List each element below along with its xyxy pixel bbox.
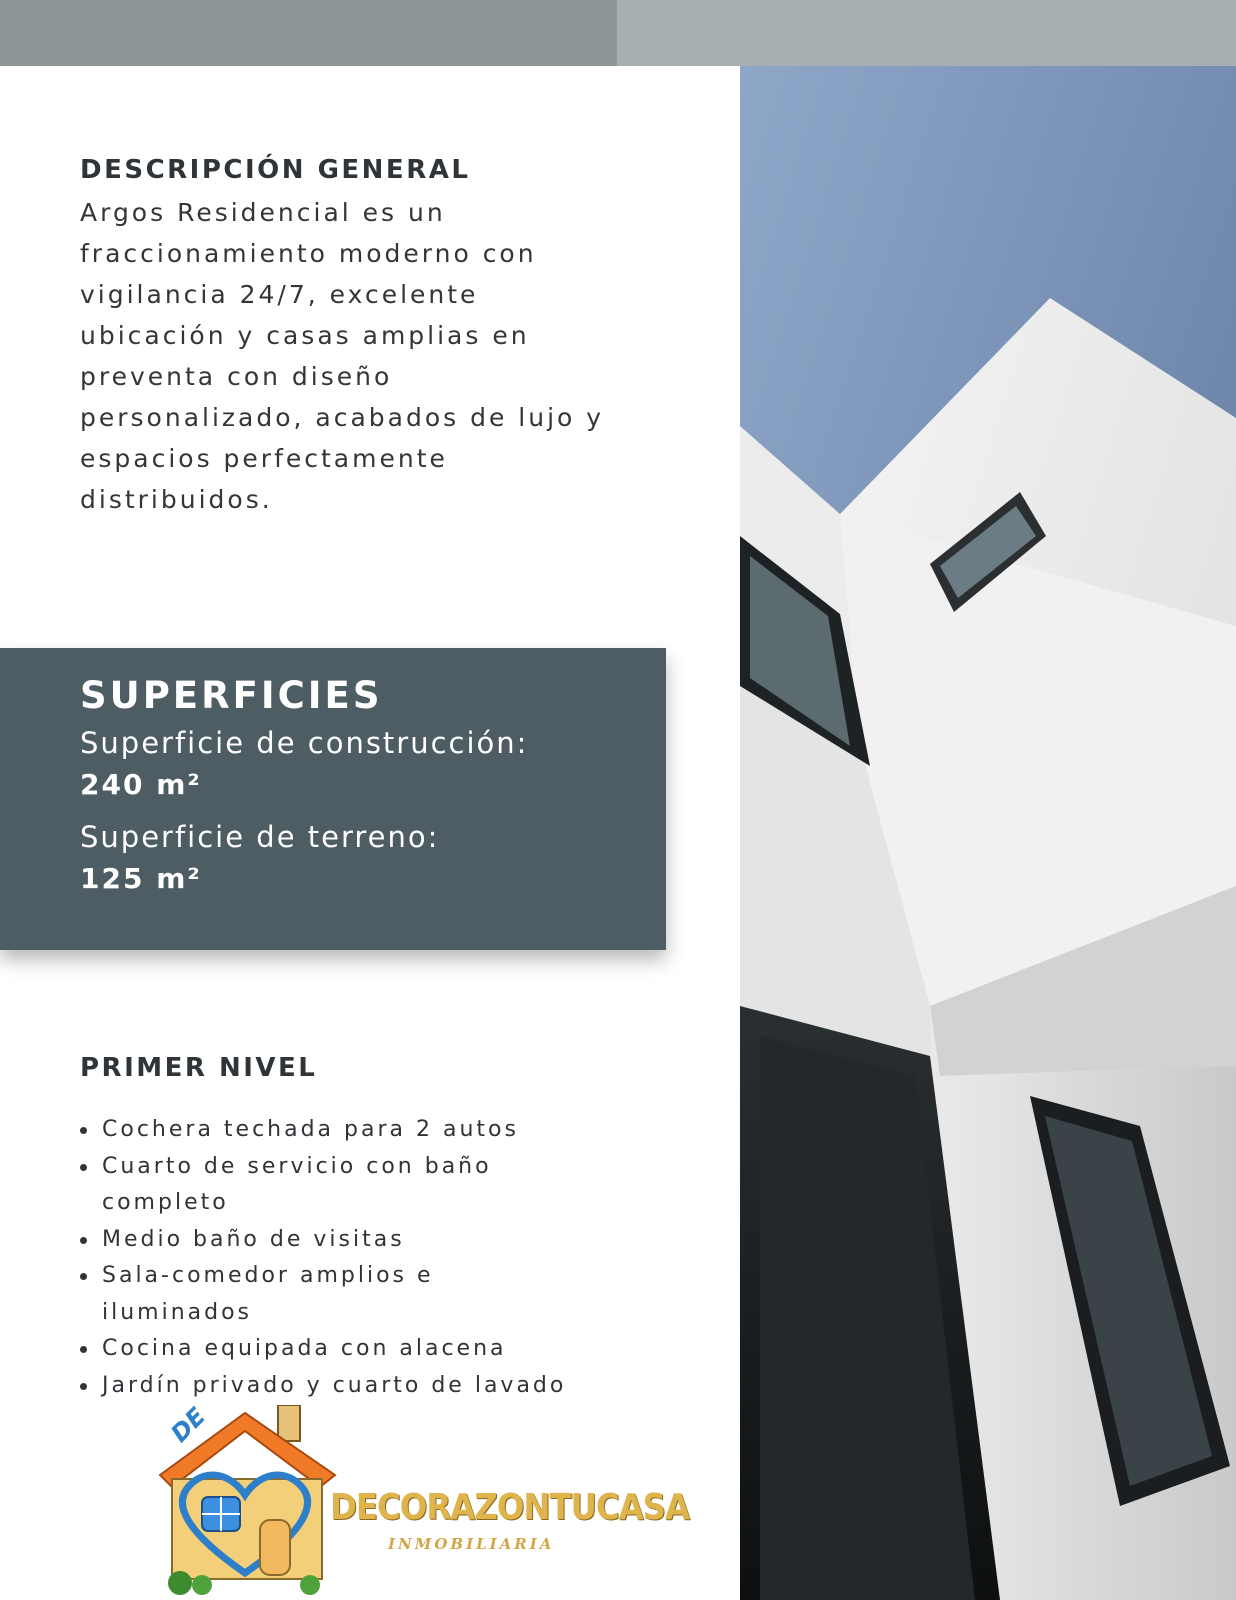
description-line: Argos Residencial es un: [80, 198, 446, 227]
list-item-text: completo: [102, 1190, 229, 1215]
description-line: distribuidos.: [80, 485, 273, 514]
list-item-text: iluminados: [102, 1299, 253, 1325]
surfaces-panel: [0, 648, 666, 950]
description-title: DESCRIPCIÓN GENERAL: [80, 155, 471, 185]
construction-surface-value: 240 m²: [80, 768, 202, 801]
description-line: fraccionamiento moderno con: [80, 239, 537, 268]
description-line: ubicación y casas amplias en: [80, 321, 530, 350]
logo-prefix: DE: [165, 1402, 211, 1448]
description-line: vigilancia 24/7, excelente: [80, 280, 479, 309]
list-item-text: Sala-comedor amplios e: [102, 1263, 434, 1288]
description-line: personalizado, acabados de lujo y: [80, 403, 605, 432]
list-item-text: Cochera techada para 2 autos: [102, 1117, 519, 1142]
surfaces-title: SUPERFICIES: [80, 674, 383, 717]
construction-surface-label: Superficie de construcción:: [80, 726, 529, 760]
list-item: [80, 1112, 640, 1149]
list-item: [80, 1331, 640, 1368]
land-surface-label: Superficie de terreno:: [80, 820, 440, 854]
list-item-text: Jardín privado y cuarto de lavado: [102, 1372, 567, 1398]
bullet-icon: [80, 1237, 87, 1244]
company-logo: [150, 1402, 690, 1595]
top-bar-right: [617, 0, 1236, 66]
description-body: [80, 192, 640, 520]
bullet-icon: [80, 1164, 87, 1171]
logo-name: DECORAZONTUCASA: [330, 1487, 690, 1528]
list-item: [80, 1368, 640, 1405]
bullet-icon: [80, 1273, 87, 1280]
list-item: [80, 1222, 640, 1259]
list-item-text: Cuarto de servicio con baño: [102, 1153, 492, 1179]
list-item-text: Medio baño de visitas: [102, 1226, 405, 1252]
logo-subtitle: INMOBILIARIA: [388, 1535, 555, 1553]
list-item: [80, 1258, 640, 1331]
list-item: [80, 1149, 640, 1222]
general-description: [80, 150, 640, 520]
land-surface-value: 125 m²: [80, 862, 202, 895]
first-level-title: PRIMER NIVEL: [80, 1053, 318, 1083]
first-level-section: [80, 1050, 640, 1404]
building-photo: [740, 66, 1236, 1600]
description-line: espacios perfectamente: [80, 444, 448, 473]
bullet-icon: [80, 1127, 87, 1134]
first-level-list: [80, 1112, 640, 1404]
list-item-text: Cocina equipada con alacena: [102, 1336, 507, 1361]
description-line: preventa con diseño: [80, 362, 393, 391]
top-bar-left: [0, 0, 617, 66]
bullet-icon: [80, 1383, 87, 1390]
bullet-icon: [80, 1346, 87, 1353]
